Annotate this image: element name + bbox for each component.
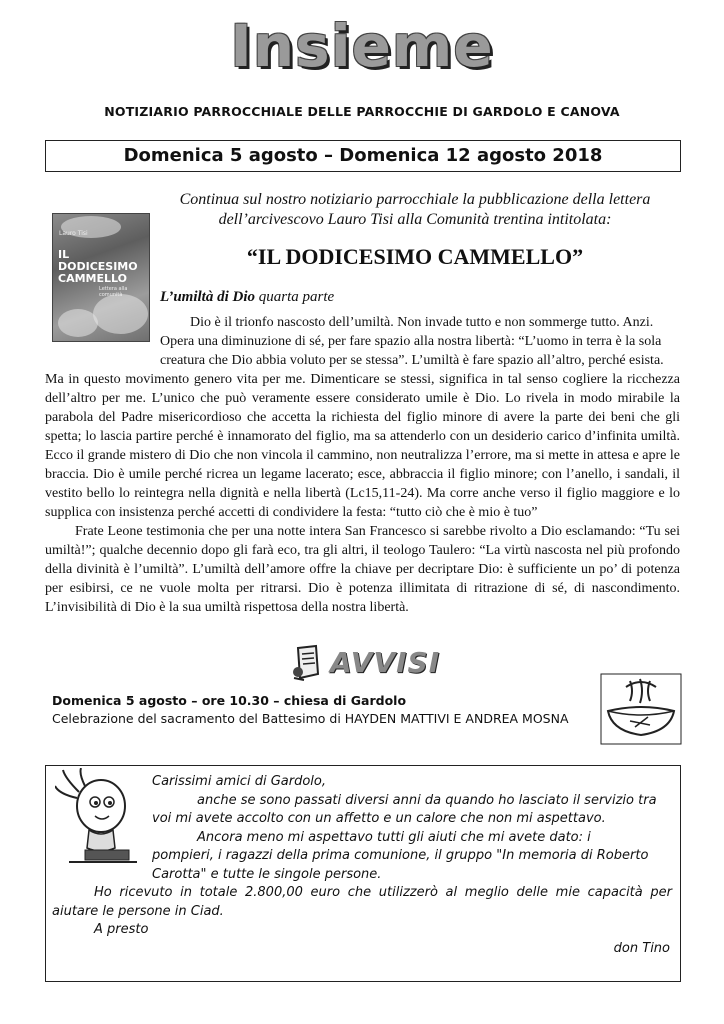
letter-wrapped-section <box>152 773 672 884</box>
letter-line: anche se sono passati diversi anni da quando ho lasciato il servizio tra <box>197 792 657 808</box>
article-line: Dio è il trionfo nascosto dell’umiltà. Non invade tutto e non sommerge tutto. Anzi. <box>190 315 654 330</box>
letter-line: Carotta" e tutte le singole persone. <box>152 866 382 882</box>
avvisi-title: AVVISI <box>330 646 441 679</box>
letter-line: pompieri, i ragazzi della prima comunione, il gruppo "In memoria di Roberto <box>152 848 649 863</box>
letter-signature: don Tino <box>613 940 670 956</box>
masthead-title: Insieme <box>230 12 494 80</box>
date-range-box: Domenica 5 agosto – Domenica 12 agosto 2018 <box>45 140 681 172</box>
section-heading-title: L’umiltà di Dio <box>160 289 256 305</box>
article-body <box>45 313 680 617</box>
notice-body: Celebrazione del sacramento del Battesimo di HAYDEN MATTIVI E ANDREA MOSNA <box>52 711 569 726</box>
notice-heading: Domenica 5 agosto – ore 10.30 – chiesa di Gardolo <box>52 693 407 708</box>
article-paragraph-2: Frate Leone testimonia che per una notte intera San Francesco si sarebbe rivolto a Dio esclamando: “Tu sei umiltà!”; qualche decennio dopo gli farà eco, tra gli altri, il teologo Taulero: “La virtù nascosta nel più profondo della divinità è l’umiltà”. L’umiltà dell’amore offre la chiave per decriptare Dio: è sufficiente un po’ di potenza per esibirsi, ce ne vuole molta per ritrarsi. Dio è potenza illimitata di ritrazione di sé, di nascondimento. L’invisibilità di Dio è la sua umiltà rispettosa della nostra libertà. <box>45 524 680 615</box>
letter-closing: A presto <box>94 922 149 937</box>
intro-line-2: dell’arcivescovo Lauro Tisi alla Comunità trentina intitolata: <box>218 211 612 228</box>
masthead <box>0 14 724 78</box>
intro-line-1: Continua sul nostro notiziario parrocchiale la pubblicazione della lettera <box>179 191 651 208</box>
baptismal-font-illustration <box>600 673 682 745</box>
article-line: creatura che Dio abbia voluto per se stessa”. L’umiltà è fare spazio all’altro, perché esista. <box>160 353 664 368</box>
avvisi-banner <box>290 644 440 684</box>
newsletter-subtitle: NOTIZIARIO PARROCCHIALE DELLE PARROCCHIE DI GARDOLO E CANOVA <box>104 104 620 119</box>
book-cover-subtitle: Lettera alla comunità <box>99 286 128 298</box>
book-title: “IL DODICESIMO CAMMELLO” <box>246 244 584 269</box>
letter-greeting: Carissimi amici di Gardolo, <box>152 774 326 789</box>
letter-paragraph: Ho ricevuto in totale 2.800,00 euro che utilizzerò al meglio delle mie capacità per aiutare le persone in Ciad. <box>52 885 672 919</box>
letter-line: voi mi avete accolto con un affetto e un calore che non mi aspettavo. <box>152 811 606 826</box>
article-wrapped-lines <box>160 313 680 370</box>
article-paragraph-1: Ma in questo movimento genero vita per me. Dimenticare se stessi, significa in tal senso cogliere la ricchezza dell’altro per me. L’unico che può veramente essere considerato umile è Dio. Lo rivela in modo mirabile la parabola del Padre misericordioso che accetta la richiesta del figlio minore di avere la parte dei beni che gli spetta; lo lascia partire perché è innamorato del figlio, ma sa attenderlo con un desiderio carico d’infinita umiltà. Ecco il grande mistero di Dio che non vincola il cammino, non neutralizza l’errore, ma si mette in attesa e apre le braccia. Dio è umile perché ricrea un legame lacerato; esce, abbraccia il figlio minore; con l’anello, i sandali, il vestito bello lo reintegra nella dignità e nella libertà (Lc15,11-24). Ma corre anche verso il figlio maggiore e lo supplica con insistenza perché accetti di condividere la festa: “tutto ciò che è mio è tuo” <box>45 372 680 520</box>
intro-text <box>150 190 680 230</box>
book-cover-title: IL DODICESIMO CAMMELLO <box>58 248 138 285</box>
article-line: Opera una diminuzione di sé, per fare spazio alla nostra libertà: “L’uomo in terra è la sola <box>160 334 662 349</box>
letter-text <box>52 773 672 958</box>
book-cover-author: Lauro Tisi <box>59 230 88 237</box>
section-heading-part: quarta parte <box>258 289 335 305</box>
section-heading <box>160 289 334 306</box>
letter-line: Ancora meno mi aspettavo tutti gli aiuti che mi avete dato: i <box>197 829 591 845</box>
announcement-icon <box>290 644 324 682</box>
